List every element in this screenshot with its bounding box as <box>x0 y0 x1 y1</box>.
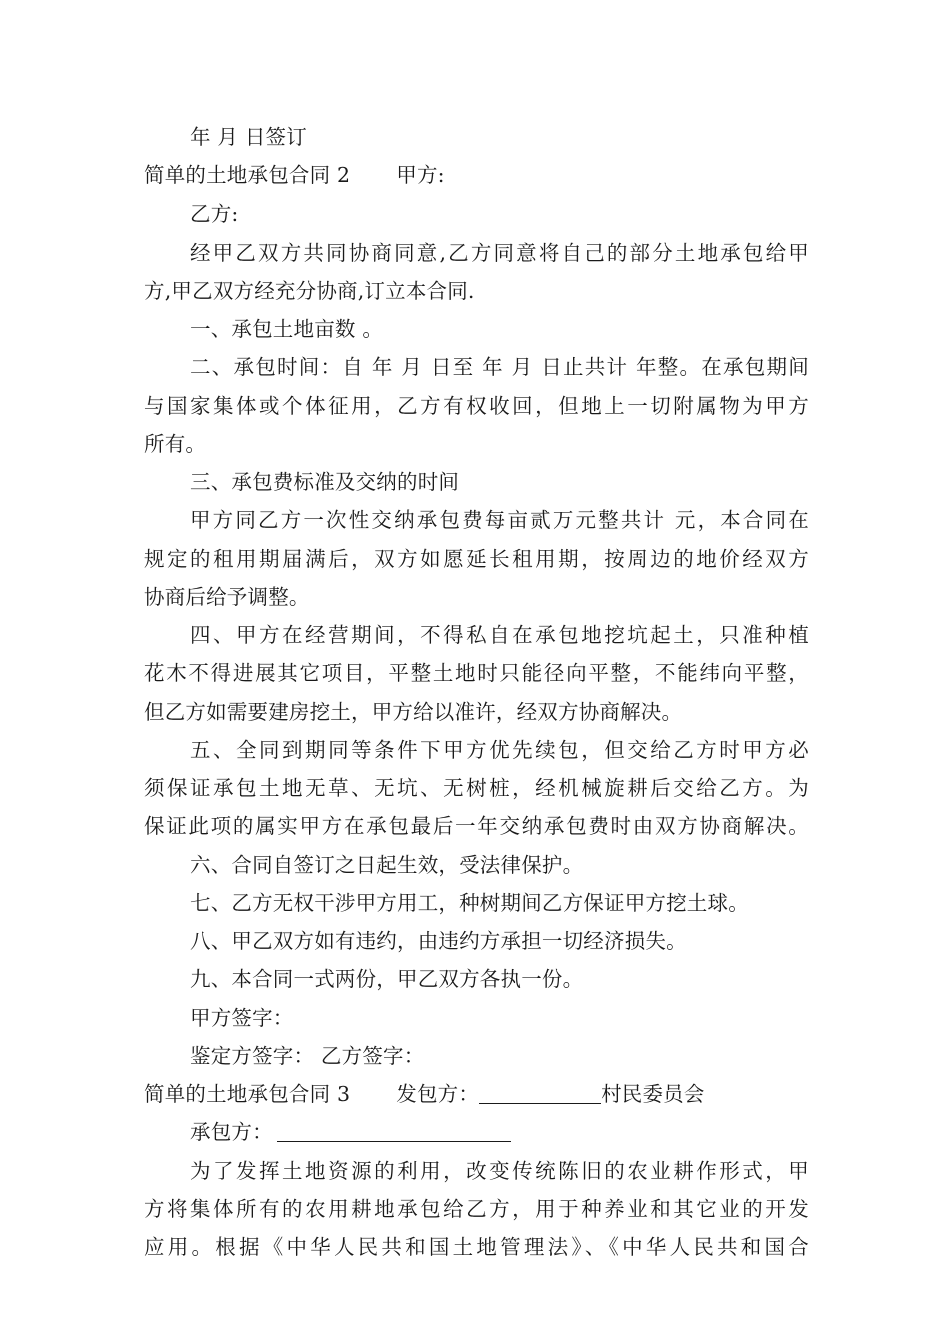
paragraph-line: 方将集体所有的农用耕地承包给乙方，用于种养业和其它业的开发 <box>144 1197 809 1221</box>
contractor-label: 发包方： <box>396 1082 480 1106</box>
fill-blank <box>479 1083 601 1104</box>
clause-2-line: 二、承包时间：自 年 月 日至 年 月 日止共计 年整。在承包期间 <box>190 355 809 379</box>
paragraph-line: 经甲乙双方共同协商同意,乙方同意将自己的部分土地承包给甲 <box>190 241 809 265</box>
contract-3-heading <box>144 1081 809 1107</box>
clause-4-line: 四、甲方在经营期间，不得私自在承包地挖坑起土，只准种植 <box>190 623 809 647</box>
clause-9: 九、本合同一式两份，甲乙双方各执一份。 <box>190 967 584 991</box>
clause-7: 七、乙方无权干涉甲方用工，种树期间乙方保证甲方挖土球。 <box>190 891 749 915</box>
clause-6: 六、合同自签订之日起生效，受法律保护。 <box>190 853 584 877</box>
clause-2-line: 所有。 <box>144 432 207 456</box>
contract-2-heading <box>144 162 809 188</box>
paragraph-line: 为了发挥土地资源的利用，改变传统陈旧的农业耕作形式，甲 <box>190 1159 809 1183</box>
clause-5-line: 须保证承包土地无草、无坑、无树桩，经机械旋耕后交给乙方。为 <box>144 776 809 800</box>
signing-date-line <box>190 124 809 150</box>
witness-and-party-b-signature: 鉴定方签字： 乙方签字： <box>190 1044 425 1068</box>
contract-title: 简单的土地承包合同 3 <box>144 1082 351 1106</box>
clause-4-line: 但乙方如需要建房挖土，甲方给以准许，经双方协商解决。 <box>144 700 683 724</box>
clause-5-line: 保证此项的属实甲方在承包最后一年交纳承包费时由双方协商解决。 <box>144 814 809 838</box>
text: 年 月 日签订 <box>190 125 307 149</box>
fill-blank <box>277 1121 511 1142</box>
clause-3-heading: 三、承包费标准及交纳的时间 <box>190 470 460 494</box>
clause-3-line: 规定的租用期届满后，双方如愿延长租用期，按周边的地价经双方 <box>144 547 809 571</box>
clause-3-line: 甲方同乙方一次性交纳承包费每亩贰万元整共计 元，本合同在 <box>190 508 809 532</box>
paragraph-line: 应用。根据《中华人民共和国土地管理法》、《中华人民共和国合 <box>144 1235 809 1259</box>
clause-2-line: 与国家集体或个体征用，乙方有权收回，但地上一切附属物为甲方 <box>144 394 809 418</box>
text: 乙方: <box>190 202 239 226</box>
clause-5-line: 五、全同到期同等条件下甲方优先续包，但交给乙方时甲方必 <box>190 738 809 762</box>
contractee-line <box>190 1119 809 1145</box>
party-a-signature: 甲方签字： <box>190 1006 294 1030</box>
contract-title: 简单的土地承包合同 2 <box>144 163 351 187</box>
party-a-label: 甲方: <box>396 163 445 187</box>
clause-4-line: 花木不得进展其它项目，平整土地时只能径向平整，不能纬向平整， <box>144 661 809 685</box>
contractee-label: 承包方： <box>190 1120 273 1144</box>
party-b-line <box>190 201 809 227</box>
clause-3-line: 协商后给予调整。 <box>144 585 310 609</box>
clause-1: 一、承包土地亩数 。 <box>190 317 384 341</box>
village-committee-label: 村民委员会 <box>601 1082 705 1106</box>
clause-8: 八、甲乙双方如有违约，由违约方承担一切经济损失。 <box>190 929 687 953</box>
paragraph-line: 方,甲乙双方经充分协商,订立本合同. <box>144 279 475 303</box>
